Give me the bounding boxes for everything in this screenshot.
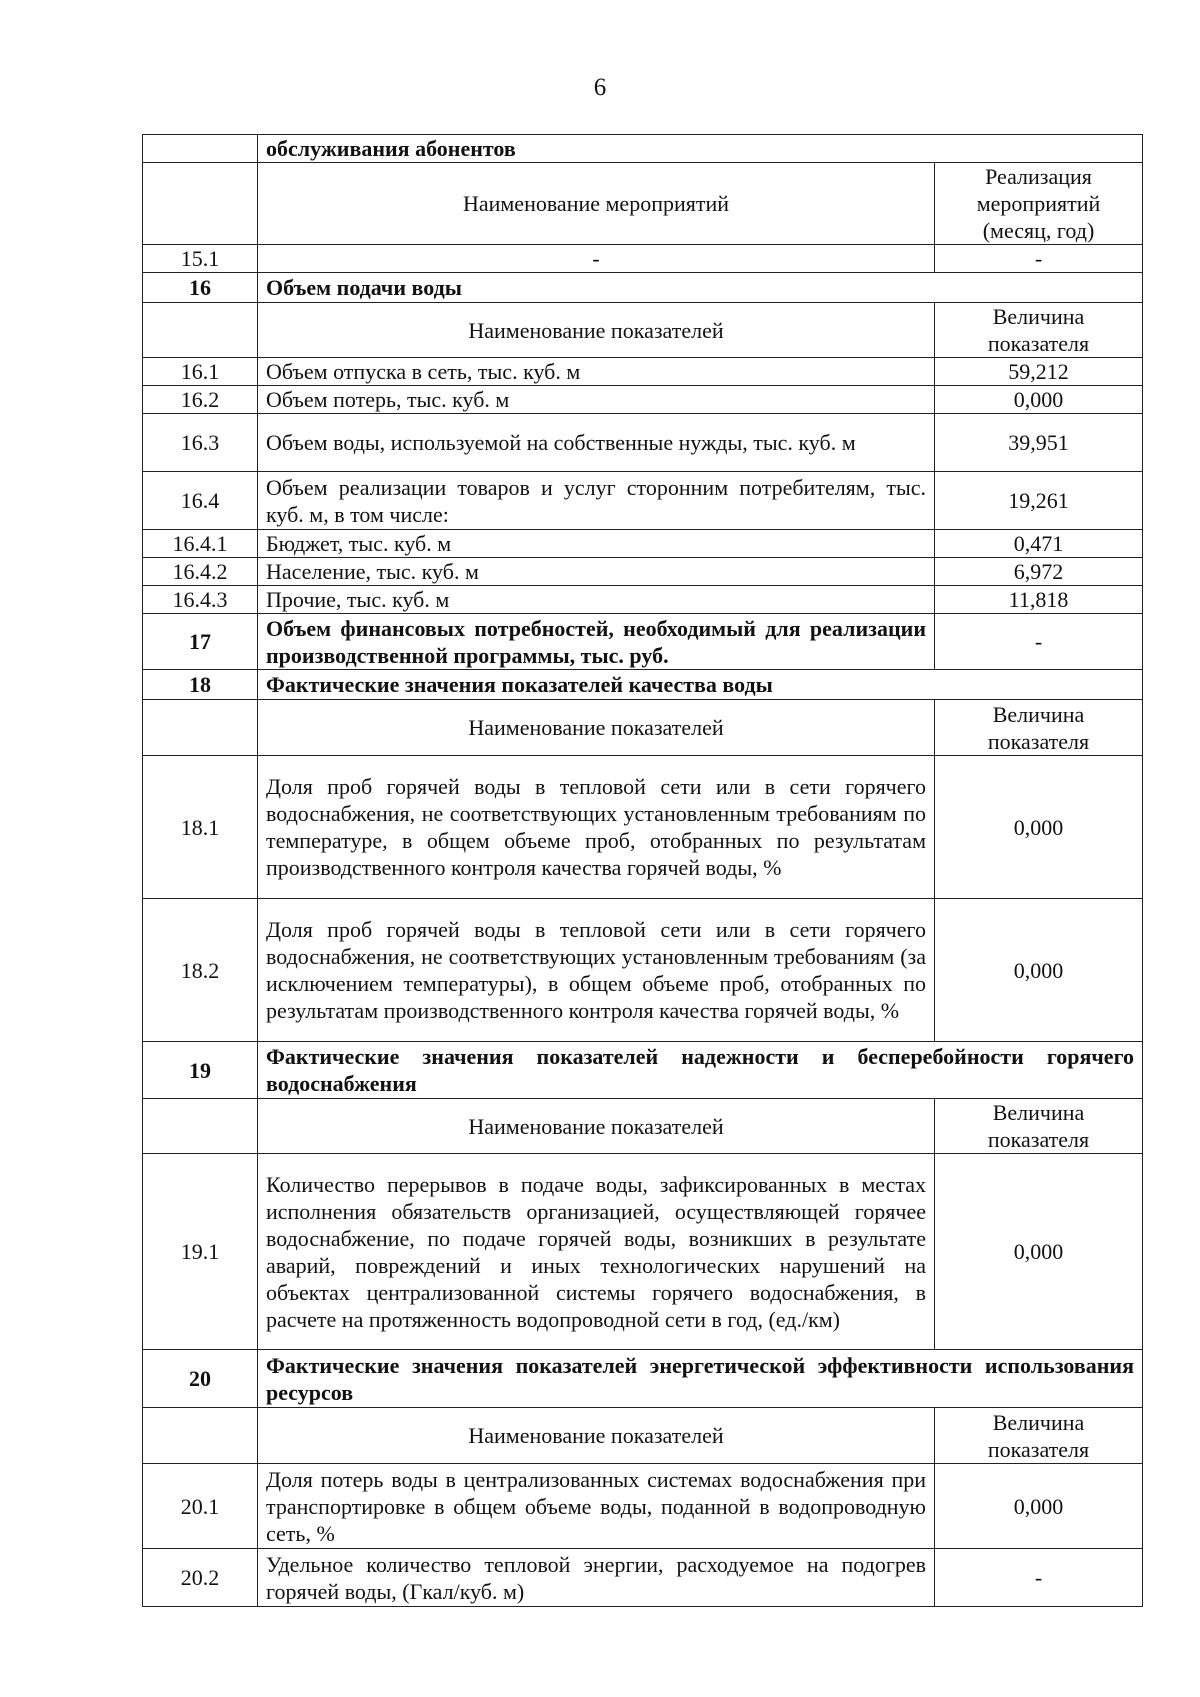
row-value: 0,000 bbox=[935, 899, 1143, 1042]
row-value: 39,951 bbox=[935, 414, 1143, 472]
row-name: Объем реализации товаров и услуг сторонним потребителям, тыс. куб. м, в том числе: bbox=[258, 472, 935, 530]
table-row bbox=[143, 386, 1143, 414]
row-value: 0,000 bbox=[935, 386, 1143, 414]
column-header-value: Величина показателя bbox=[935, 700, 1143, 756]
row-name: Количество перерывов в подаче воды, зафиксированных в местах исполнения обязательств организацией, осуществляющей горячее водоснабжение, по подаче горячей воды, возникших в результате аварий, повреждений и иных технологических нарушений на объектах централизованной системы горячего водоснабжения, в расчете на протяженность водопроводной сети в год, (ед./км) bbox=[258, 1154, 935, 1350]
section-number: 16 bbox=[143, 273, 258, 303]
row-number: 16.1 bbox=[143, 358, 258, 386]
table-row bbox=[143, 899, 1143, 1042]
column-header-value: Величина показателя bbox=[935, 1099, 1143, 1154]
column-header-name: Наименование показателей bbox=[258, 700, 935, 756]
column-header-name: Наименование показателей bbox=[258, 1099, 935, 1154]
table-row bbox=[143, 1549, 1143, 1607]
row-number: 20.2 bbox=[143, 1549, 258, 1607]
section-row bbox=[143, 1350, 1143, 1408]
row-value: 59,212 bbox=[935, 358, 1143, 386]
row-value: - bbox=[935, 1549, 1143, 1607]
column-header-name: Наименование показателей bbox=[258, 1408, 935, 1464]
column-header-value: Величина показателя bbox=[935, 1408, 1143, 1464]
column-header-row bbox=[143, 303, 1143, 358]
section-row bbox=[143, 670, 1143, 700]
row-number bbox=[143, 303, 258, 358]
program-table bbox=[142, 134, 1143, 1607]
row-value: 0,000 bbox=[935, 1464, 1143, 1549]
row-value: 0,471 bbox=[935, 530, 1143, 558]
row-name: Прочие, тыс. куб. м bbox=[258, 586, 935, 614]
row-value: - bbox=[935, 614, 1143, 670]
row-name: - bbox=[258, 245, 935, 273]
table-row bbox=[143, 756, 1143, 899]
section-number: 18 bbox=[143, 670, 258, 700]
row-number: 16.2 bbox=[143, 386, 258, 414]
column-header-name: Наименование мероприятий bbox=[258, 163, 935, 245]
column-header-value: Величина показателя bbox=[935, 303, 1143, 358]
section-row bbox=[143, 614, 1143, 670]
table-row bbox=[143, 358, 1143, 386]
row-value: - bbox=[935, 245, 1143, 273]
section-title: Объем подачи воды bbox=[258, 273, 1143, 303]
row-name: Доля проб горячей воды в тепловой сети или в сети горячего водоснабжения, не соответствующих установленным требованиям (за исключением температуры), в общем объеме проб, отобранных по результатам производственного контроля качества горячей воды, % bbox=[258, 899, 935, 1042]
table-row bbox=[143, 1464, 1143, 1549]
row-name: Объем потерь, тыс. куб. м bbox=[258, 386, 935, 414]
column-header-name: Наименование показателей bbox=[258, 303, 935, 358]
section-number: 20 bbox=[143, 1350, 258, 1408]
row-number: 20.1 bbox=[143, 1464, 258, 1549]
page-number: 6 bbox=[593, 74, 607, 101]
row-number: 16.4.1 bbox=[143, 530, 258, 558]
section-title: Фактические значения показателей качества воды bbox=[258, 670, 1143, 700]
row-number: 16.3 bbox=[143, 414, 258, 472]
row-number: 18.1 bbox=[143, 756, 258, 899]
row-number bbox=[143, 1408, 258, 1464]
row-number: 18.2 bbox=[143, 899, 258, 1042]
row-number: 16.4.2 bbox=[143, 558, 258, 586]
row-name: Бюджет, тыс. куб. м bbox=[258, 530, 935, 558]
row-number bbox=[143, 1099, 258, 1154]
row-value: 0,000 bbox=[935, 1154, 1143, 1350]
table-row bbox=[143, 135, 1143, 163]
row-value: 6,972 bbox=[935, 558, 1143, 586]
row-value: 11,818 bbox=[935, 586, 1143, 614]
section-row bbox=[143, 273, 1143, 303]
section-title: обслуживания абонентов bbox=[258, 135, 1143, 163]
row-number bbox=[143, 135, 258, 163]
row-number bbox=[143, 163, 258, 245]
section-number: 19 bbox=[143, 1042, 258, 1099]
row-number bbox=[143, 700, 258, 756]
column-header-row bbox=[143, 1408, 1143, 1464]
table-row bbox=[143, 1154, 1143, 1350]
column-header-value: Реализация мероприятий (месяц, год) bbox=[935, 163, 1143, 245]
row-value: 0,000 bbox=[935, 756, 1143, 899]
table-row bbox=[143, 472, 1143, 530]
row-name: Доля проб горячей воды в тепловой сети или в сети горячего водоснабжения, не соответствующих установленным требованиям по температуре, в общем объеме проб, отобранных по результатам производственного контроля качества горячей воды, % bbox=[258, 756, 935, 899]
row-number: 16.4.3 bbox=[143, 586, 258, 614]
column-header-row bbox=[143, 700, 1143, 756]
table-row bbox=[143, 245, 1143, 273]
table-row bbox=[143, 414, 1143, 472]
table-row bbox=[143, 558, 1143, 586]
row-name: Объем отпуска в сеть, тыс. куб. м bbox=[258, 358, 935, 386]
row-name: Население, тыс. куб. м bbox=[258, 558, 935, 586]
table-row bbox=[143, 586, 1143, 614]
table-row bbox=[143, 530, 1143, 558]
row-name: Доля потерь воды в централизованных системах водоснабжения при транспортировке в общем объеме воды, поданной в водопроводную сеть, % bbox=[258, 1464, 935, 1549]
row-number: 19.1 bbox=[143, 1154, 258, 1350]
section-number: 17 bbox=[143, 614, 258, 670]
row-value: 19,261 bbox=[935, 472, 1143, 530]
row-number: 15.1 bbox=[143, 245, 258, 273]
row-name: Объем воды, используемой на собственные нужды, тыс. куб. м bbox=[258, 414, 935, 472]
section-title: Объем финансовых потребностей, необходимый для реализации производственной программы, тыс. руб. bbox=[258, 614, 935, 670]
section-row bbox=[143, 1042, 1143, 1099]
section-title: Фактические значения показателей надежности и бесперебойности горячего водоснабжения bbox=[258, 1042, 1143, 1099]
row-name: Удельное количество тепловой энергии, расходуемое на подогрев горячей воды, (Гкал/куб. м) bbox=[258, 1549, 935, 1607]
column-header-row bbox=[143, 1099, 1143, 1154]
column-header-row bbox=[143, 163, 1143, 245]
section-title: Фактические значения показателей энергетической эффективности использования ресурсов bbox=[258, 1350, 1143, 1408]
row-number: 16.4 bbox=[143, 472, 258, 530]
